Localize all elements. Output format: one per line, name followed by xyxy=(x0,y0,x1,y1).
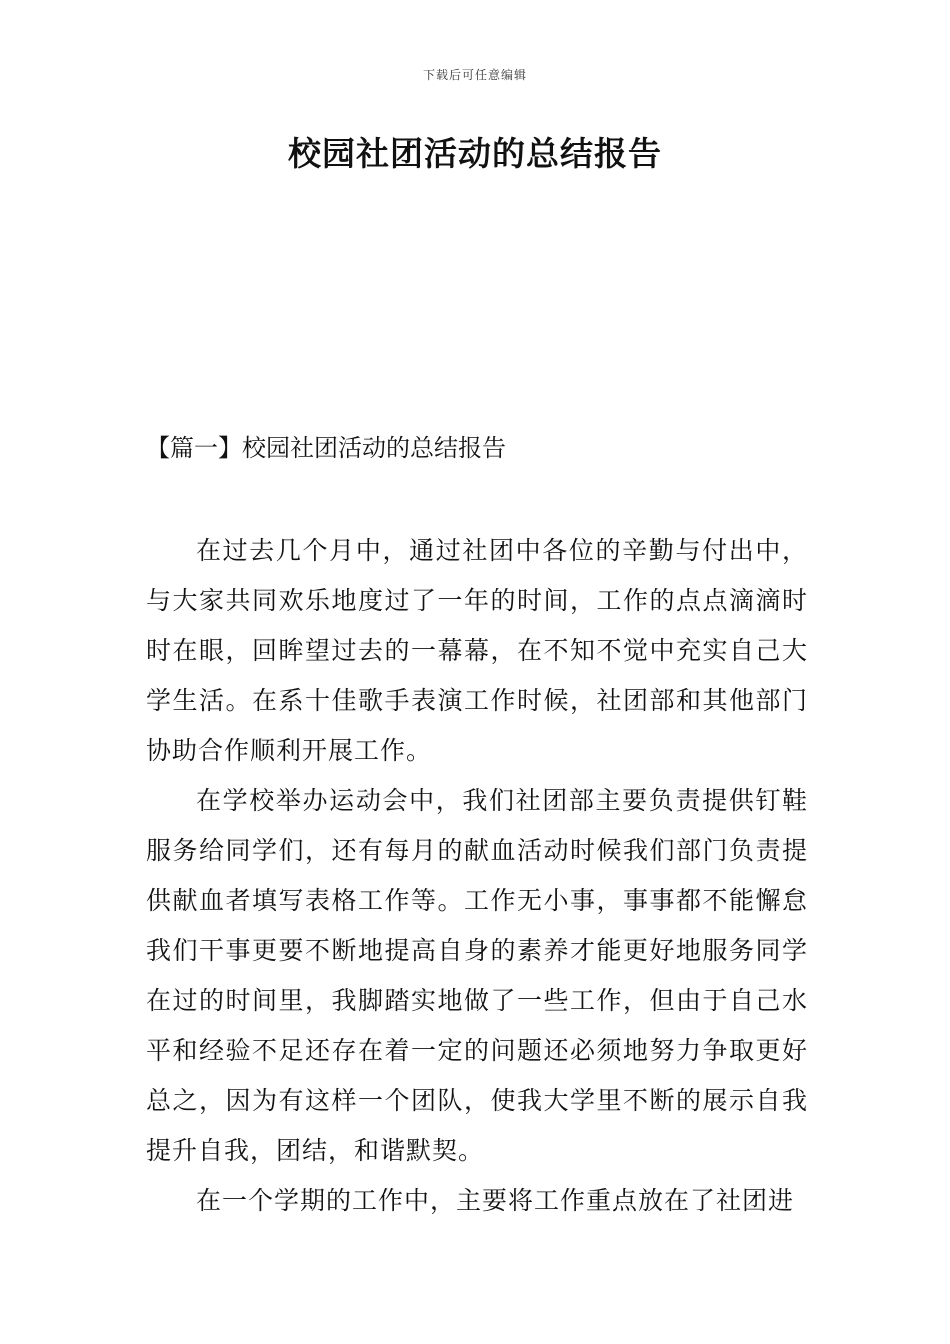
paragraph: 在一个学期的工作中，主要将工作重点放在了社团进 xyxy=(196,1186,795,1215)
paragraph: 在过去几个月中，通过社团中各位的辛勤与付出中，与大家共同欢乐地度过了一年的时间，工作的点点滴滴时时在眼，回眸望过去的一幕幕，在不知不觉中充实自己大学生活。在系十佳歌手表演工作时候，社团部和其他部门协助合作顺利开展工作。 xyxy=(146,536,808,765)
section-heading: 【篇一】校园社团活动的总结报告 xyxy=(146,434,506,462)
paragraph: 在学校举办运动会中，我们社团部主要负责提供钉鞋服务给同学们，还有每月的献血活动时候我们部门负责提供献血者填写表格工作等。工作无小事，事事都不能懈怠我们干事更要不断地提高自身的素养才能更好地服务同学在过的时间里，我脚踏实地做了一些工作，但由于自己水平和经验不足还存在着一定的问题还必须地努力争取更好总之，因为有这样一个团队，使我大学里不断的展示自我提升自我，团结，和谐默契。 xyxy=(146,786,808,1165)
document-body xyxy=(146,526,808,1226)
document-title: 校园社团活动的总结报告 xyxy=(288,134,662,173)
header-note: 下载后可任意编辑 xyxy=(422,68,527,82)
